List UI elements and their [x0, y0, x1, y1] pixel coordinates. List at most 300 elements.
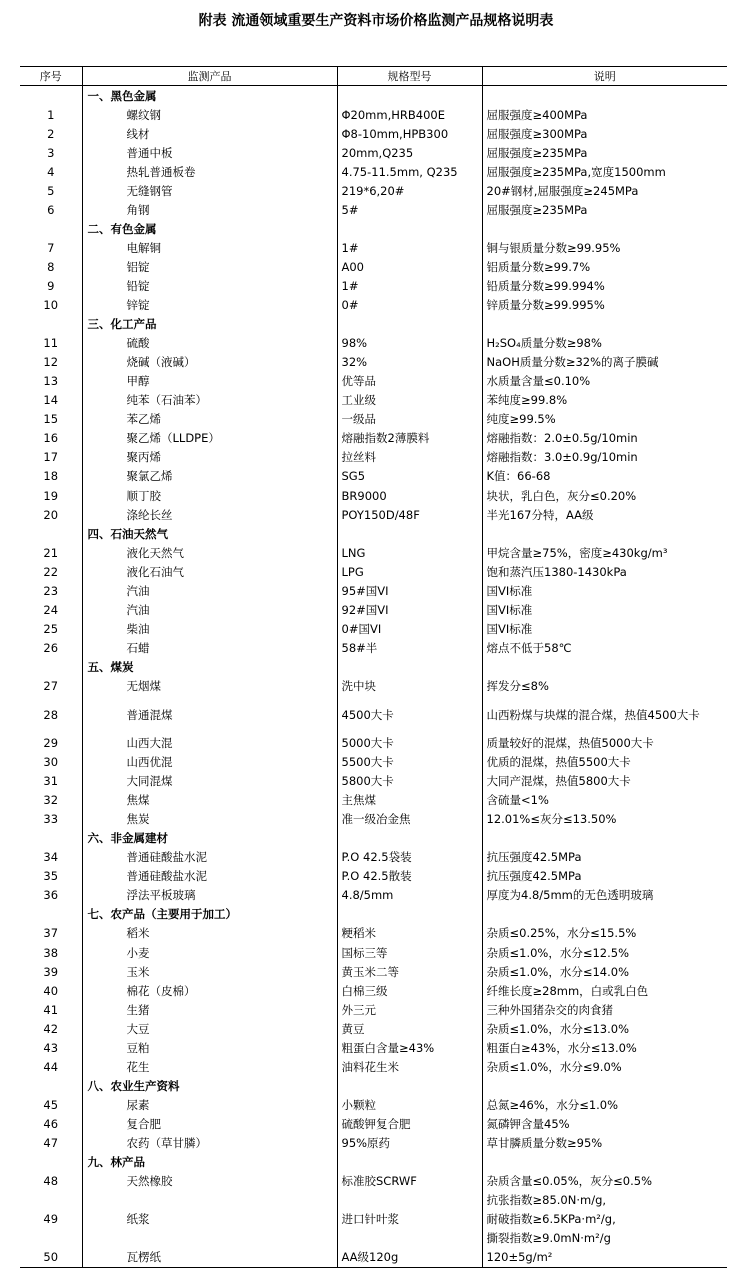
description: 水质量含量≤0.10% [482, 372, 727, 391]
description: 纤维长度≥28mm，白或乳白色 [482, 981, 727, 1000]
row-number: 28 [43, 707, 59, 722]
description: 粗蛋白≥43%，水分≤13.0% [482, 1038, 727, 1057]
description: 抗压强度42.5MPa [482, 848, 727, 867]
table-row [20, 848, 727, 867]
spec-model: BR9000 [337, 486, 482, 505]
spec-model: POY150D/48F [337, 505, 482, 524]
description: 杂质≤0.25%，水分≤15.5% [482, 924, 727, 943]
row-number: 5 [47, 183, 55, 198]
description: 铜与银质量分数≥99.95% [482, 238, 727, 257]
table-row [20, 886, 727, 905]
product-name: 烧碱（液碱） [82, 353, 337, 372]
description: 挥发分≤8% [482, 676, 727, 695]
spec-model: 黄玉米二等 [337, 962, 482, 981]
product-name: 山西优混 [82, 753, 337, 772]
spec-model: 进口针叶浆 [337, 1191, 482, 1248]
category-name: 二、有色金属 [82, 219, 337, 238]
product-name: 锌锭 [82, 296, 337, 315]
category-name: 四、石油天然气 [82, 524, 337, 543]
spec-model: 95%原药 [337, 1133, 482, 1152]
category-no-cell [20, 86, 82, 106]
spec-model: 小颗粒 [337, 1095, 482, 1114]
product-name: 山西大混 [82, 734, 337, 753]
category-no-cell [20, 315, 82, 334]
product-name: 顺丁胶 [82, 486, 337, 505]
table-row [20, 505, 727, 524]
category-name: 五、煤炭 [82, 657, 337, 676]
table-row [20, 962, 727, 981]
product-name: 聚丙烯 [82, 448, 337, 467]
description: 杂质≤1.0%，水分≤13.0% [482, 1019, 727, 1038]
category-spec-cell [337, 219, 482, 238]
product-name: 豆粕 [82, 1038, 337, 1057]
description: 杂质≤1.0%，水分≤9.0% [482, 1057, 727, 1076]
row-number: 42 [43, 1021, 59, 1036]
description: 屈服强度≥300MPa [482, 124, 727, 143]
table-row [20, 753, 727, 772]
table-row [20, 562, 727, 581]
spec-model: 20mm,Q235 [337, 143, 482, 162]
row-number: 46 [43, 1116, 59, 1131]
product-name: 农药（草甘膦） [82, 1133, 337, 1152]
category-no-cell [20, 1153, 82, 1172]
spec-model: 外三元 [337, 1000, 482, 1019]
row-number: 9 [47, 278, 55, 293]
table-header-row [20, 67, 727, 86]
category-name: 七、农产品（主要用于加工） [82, 905, 337, 924]
category-no-cell [20, 657, 82, 676]
spec-model: 4.8/5mm [337, 886, 482, 905]
spec-model: 92#国VI [337, 600, 482, 619]
table-row [20, 772, 727, 791]
description: 块状，乳白色，灰分≤0.20% [482, 486, 727, 505]
spec-model: 拉丝料 [337, 448, 482, 467]
row-number: 11 [43, 336, 59, 351]
table-row [20, 1019, 727, 1038]
table-row [20, 1248, 727, 1268]
description: NaOH质量分数≥32%的离子膜碱 [482, 353, 727, 372]
description: 铅质量分数≥99.994% [482, 276, 727, 295]
product-name: 角钢 [82, 200, 337, 219]
description: 屈服强度≥235MPa [482, 143, 727, 162]
product-name: 螺纹钢 [82, 105, 337, 124]
row-number: 17 [43, 450, 59, 465]
category-name: 六、非金属建材 [82, 829, 337, 848]
description: 饱和蒸汽压1380-1430kPa [482, 562, 727, 581]
product-name: 普通混煤 [82, 696, 337, 734]
row-number: 18 [43, 469, 59, 484]
row-number: 3 [47, 145, 55, 160]
category-spec-cell [337, 315, 482, 334]
category-name: 三、化工产品 [82, 315, 337, 334]
description: 含硫量<1% [482, 791, 727, 810]
product-name: 普通硅酸盐水泥 [82, 867, 337, 886]
table-row [20, 696, 727, 734]
row-number: 35 [43, 869, 59, 884]
description: 屈服强度≥235MPa [482, 200, 727, 219]
category-spec-cell [337, 86, 482, 106]
table-row [20, 372, 727, 391]
product-name: 涤纶长丝 [82, 505, 337, 524]
product-name: 纸浆 [82, 1191, 337, 1248]
table-row [20, 924, 727, 943]
spec-model: 一级品 [337, 410, 482, 429]
product-name: 天然橡胶 [82, 1172, 337, 1191]
category-row [20, 829, 727, 848]
row-number: 2 [47, 126, 55, 141]
description: 国VI标准 [482, 581, 727, 600]
table-row [20, 391, 727, 410]
description: 甲烷含量≥75%，密度≥430kg/m³ [482, 543, 727, 562]
description: 草甘膦质量分数≥95% [482, 1133, 727, 1152]
product-name: 瓦楞纸 [82, 1248, 337, 1268]
category-spec-cell [337, 905, 482, 924]
product-name: 纯苯（石油苯） [82, 391, 337, 410]
category-desc-cell [482, 1076, 727, 1095]
description: 苯纯度≥99.8% [482, 391, 727, 410]
row-number: 7 [47, 240, 55, 255]
product-name: 汽油 [82, 600, 337, 619]
category-desc-cell [482, 829, 727, 848]
row-number: 15 [43, 412, 59, 427]
product-name: 玉米 [82, 962, 337, 981]
category-desc-cell [482, 219, 727, 238]
spec-model: 4.75-11.5mm, Q235 [337, 162, 482, 181]
row-number: 23 [43, 583, 59, 598]
spec-model: 0#国VI [337, 619, 482, 638]
category-row [20, 1153, 727, 1172]
product-name: 浮法平板玻璃 [82, 886, 337, 905]
category-spec-cell [337, 657, 482, 676]
category-desc-cell [482, 905, 727, 924]
product-name: 线材 [82, 124, 337, 143]
row-number: 49 [43, 1212, 59, 1227]
table-row [20, 810, 727, 829]
row-number: 13 [43, 374, 59, 389]
spec-model: 0# [337, 296, 482, 315]
description: 优质的混煤，热值5500大卡 [482, 753, 727, 772]
category-row [20, 524, 727, 543]
product-name: 硫酸 [82, 334, 337, 353]
row-number: 39 [43, 964, 59, 979]
category-desc-cell [482, 1153, 727, 1172]
spec-model: AA级120g [337, 1248, 482, 1268]
row-number: 48 [43, 1174, 59, 1189]
product-name: 苯乙烯 [82, 410, 337, 429]
product-name: 焦炭 [82, 810, 337, 829]
row-number: 21 [43, 545, 59, 560]
product-name: 铝锭 [82, 257, 337, 276]
table-row [20, 486, 727, 505]
row-number: 22 [43, 564, 59, 579]
product-name: 电解铜 [82, 238, 337, 257]
description: 杂质含量≤0.05%，灰分≤0.5% [482, 1172, 727, 1191]
product-name: 液化石油气 [82, 562, 337, 581]
table-row [20, 734, 727, 753]
description-line: 撕裂指数≥9.0mN·m²/g [486, 1230, 611, 1245]
spec-model: 硫酸钾复合肥 [337, 1114, 482, 1133]
category-name: 一、黑色金属 [82, 86, 337, 106]
product-name: 普通中板 [82, 143, 337, 162]
row-number: 47 [43, 1136, 59, 1150]
header-spec: 规格型号 [337, 67, 482, 86]
table-row [20, 638, 727, 657]
spec-model: LNG [337, 543, 482, 562]
product-name: 液化天然气 [82, 543, 337, 562]
product-name: 焦煤 [82, 791, 337, 810]
table-row [20, 448, 727, 467]
spec-model: Φ20mm,HRB400E [337, 105, 482, 124]
product-name: 柴油 [82, 619, 337, 638]
row-number: 45 [43, 1097, 59, 1112]
spec-model: 熔融指数2薄膜料 [337, 429, 482, 448]
description: 质量较好的混煤，热值5000大卡 [482, 734, 727, 753]
table-row [20, 581, 727, 600]
product-name: 大同混煤 [82, 772, 337, 791]
description: 屈服强度≥235MPa,宽度1500mm [482, 162, 727, 181]
row-number: 26 [43, 640, 59, 655]
table-row [20, 296, 727, 315]
category-row [20, 86, 727, 106]
table-row [20, 105, 727, 124]
table-row [20, 334, 727, 353]
spec-model: 黄豆 [337, 1019, 482, 1038]
spec-model: 5# [337, 200, 482, 219]
product-name: 尿素 [82, 1095, 337, 1114]
spec-model: LPG [337, 562, 482, 581]
table-row [20, 353, 727, 372]
row-number: 36 [43, 888, 59, 903]
header-product: 监测产品 [82, 67, 337, 86]
category-desc-cell [482, 86, 727, 106]
table-row [20, 238, 727, 257]
table-row [20, 867, 727, 886]
category-desc-cell [482, 524, 727, 543]
table-row [20, 1000, 727, 1019]
table-row [20, 124, 727, 143]
category-desc-cell [482, 657, 727, 676]
product-name: 聚氯乙烯 [82, 467, 337, 486]
table-row [20, 1095, 727, 1114]
description: 厚度为4.8/5mm的无色透明玻璃 [482, 886, 727, 905]
row-number: 14 [43, 393, 59, 408]
row-number: 40 [43, 983, 59, 998]
category-desc-cell [482, 315, 727, 334]
row-number: 12 [43, 355, 59, 370]
category-spec-cell [337, 524, 482, 543]
table-row [20, 543, 727, 562]
row-number: 1 [47, 107, 55, 122]
row-number: 24 [43, 602, 59, 617]
description: 三种外国猪杂交的肉食猪 [482, 1000, 727, 1019]
category-no-cell [20, 829, 82, 848]
spec-model: 工业级 [337, 391, 482, 410]
table-row [20, 143, 727, 162]
category-name: 八、农业生产资料 [82, 1076, 337, 1095]
product-name: 汽油 [82, 581, 337, 600]
row-number: 38 [43, 945, 59, 960]
table-row [20, 276, 727, 295]
description: 熔点不低于58℃ [482, 638, 727, 657]
row-number: 27 [43, 678, 59, 693]
description: 杂质≤1.0%，水分≤12.5% [482, 943, 727, 962]
spec-model: 白棉三级 [337, 981, 482, 1000]
spec-model: 5500大卡 [337, 753, 482, 772]
description: 国VI标准 [482, 600, 727, 619]
product-name: 棉花（皮棉） [82, 981, 337, 1000]
table-row [20, 943, 727, 962]
category-no-cell [20, 524, 82, 543]
table-row [20, 791, 727, 810]
description: H₂SO₄质量分数≥98% [482, 334, 727, 353]
description: 20#钢材,屈服强度≥245MPa [482, 181, 727, 200]
description: 国VI标准 [482, 619, 727, 638]
table-row [20, 410, 727, 429]
spec-model: P.O 42.5袋装 [337, 848, 482, 867]
description: 纯度≥99.5% [482, 410, 727, 429]
description: 半光167分特，AA级 [482, 505, 727, 524]
spec-model: 油料花生米 [337, 1057, 482, 1076]
table-row [20, 981, 727, 1000]
table-row [20, 200, 727, 219]
row-number: 4 [47, 164, 55, 179]
product-name: 石蜡 [82, 638, 337, 657]
product-name: 生猪 [82, 1000, 337, 1019]
description: 铝质量分数≥99.7% [482, 257, 727, 276]
table-row [20, 600, 727, 619]
spec-model: 标准胶SCRWF [337, 1172, 482, 1191]
description [482, 1191, 727, 1248]
table-row [20, 429, 727, 448]
spec-model: A00 [337, 257, 482, 276]
category-no-cell [20, 1076, 82, 1095]
row-number: 44 [43, 1059, 59, 1074]
spec-model: 58#半 [337, 638, 482, 657]
description-line: 耐破指数≥6.5KPa·m²/g, [486, 1211, 616, 1226]
product-name: 铅锭 [82, 276, 337, 295]
product-name: 大豆 [82, 1019, 337, 1038]
category-row [20, 1076, 727, 1095]
product-name: 稻米 [82, 924, 337, 943]
category-row [20, 905, 727, 924]
description: 120±5g/m² [482, 1248, 727, 1268]
row-number: 20 [43, 507, 59, 522]
table-row [20, 1172, 727, 1191]
table-row [20, 1057, 727, 1076]
spec-model: SG5 [337, 467, 482, 486]
table-row [20, 162, 727, 181]
spec-model: 5000大卡 [337, 734, 482, 753]
category-spec-cell [337, 1076, 482, 1095]
category-row [20, 657, 727, 676]
spec-model: 219*6,20# [337, 181, 482, 200]
row-number: 10 [43, 298, 59, 313]
product-name: 普通硅酸盐水泥 [82, 848, 337, 867]
spec-model: P.O 42.5散装 [337, 867, 482, 886]
row-number: 6 [47, 202, 55, 217]
product-name: 甲醇 [82, 372, 337, 391]
row-number: 19 [43, 488, 59, 503]
description: 山西粉煤与块煤的混合煤，热值4500大卡 [482, 696, 727, 734]
description: 屈服强度≥400MPa [482, 105, 727, 124]
product-name: 聚乙烯（LLDPE） [82, 429, 337, 448]
spec-model: 洗中块 [337, 676, 482, 695]
category-spec-cell [337, 1153, 482, 1172]
category-no-cell [20, 905, 82, 924]
table-row [20, 676, 727, 695]
table-row [20, 257, 727, 276]
row-number: 41 [43, 1002, 59, 1017]
description-line: 抗张指数≥85.0N·m/g, [486, 1192, 607, 1207]
row-number: 29 [43, 736, 59, 751]
spec-model: 准一级冶金焦 [337, 810, 482, 829]
description: 锌质量分数≥99.995% [482, 296, 727, 315]
header-desc: 说明 [482, 67, 727, 86]
product-name: 花生 [82, 1057, 337, 1076]
spec-model: 国标三等 [337, 943, 482, 962]
spec-model: 4500大卡 [337, 696, 482, 734]
product-name: 无烟煤 [82, 676, 337, 695]
row-number: 30 [43, 755, 59, 770]
description: 熔融指数：3.0±0.9g/10min [482, 448, 727, 467]
table-row [20, 1038, 727, 1057]
product-name: 小麦 [82, 943, 337, 962]
category-row [20, 219, 727, 238]
row-number: 37 [43, 926, 59, 941]
category-spec-cell [337, 829, 482, 848]
spec-model: 粗蛋白含量≥43% [337, 1038, 482, 1057]
spec-model: 5800大卡 [337, 772, 482, 791]
description: 抗压强度42.5MPa [482, 867, 727, 886]
description: 杂质≤1.0%，水分≤14.0% [482, 962, 727, 981]
product-name: 热轧普通板卷 [82, 162, 337, 181]
product-name: 无缝钢管 [82, 181, 337, 200]
row-number: 32 [43, 793, 59, 808]
row-number: 31 [43, 774, 59, 789]
product-name: 复合肥 [82, 1114, 337, 1133]
table-row [20, 181, 727, 200]
table-body [20, 86, 727, 1268]
description: 熔融指数：2.0±0.5g/10min [482, 429, 727, 448]
table-row [20, 1133, 727, 1152]
spec-model: 1# [337, 276, 482, 295]
spec-table [20, 66, 727, 1268]
row-number: 8 [47, 259, 55, 274]
row-number: 43 [43, 1040, 59, 1055]
spec-model: 1# [337, 238, 482, 257]
document-title: 附表 流通领域重要生产资料市场价格监测产品规格说明表 [198, 13, 554, 29]
description: 总氮≥46%，水分≤1.0% [482, 1095, 727, 1114]
description: 12.01%≤灰分≤13.50% [482, 810, 727, 829]
row-number: 33 [43, 812, 59, 827]
description: K值：66-68 [482, 467, 727, 486]
spec-model: 优等品 [337, 372, 482, 391]
spec-model: Φ8-10mm,HPB300 [337, 124, 482, 143]
description: 氮磷钾含量45% [482, 1114, 727, 1133]
spec-model: 98% [337, 334, 482, 353]
row-number: 50 [20, 1248, 82, 1268]
table-row [20, 467, 727, 486]
category-no-cell [20, 219, 82, 238]
spec-model: 主焦煤 [337, 791, 482, 810]
row-number: 34 [43, 850, 59, 865]
table-row [20, 1191, 727, 1248]
category-row [20, 315, 727, 334]
table-row [20, 1114, 727, 1133]
table-row [20, 619, 727, 638]
row-number: 16 [43, 431, 59, 446]
spec-model: 32% [337, 353, 482, 372]
